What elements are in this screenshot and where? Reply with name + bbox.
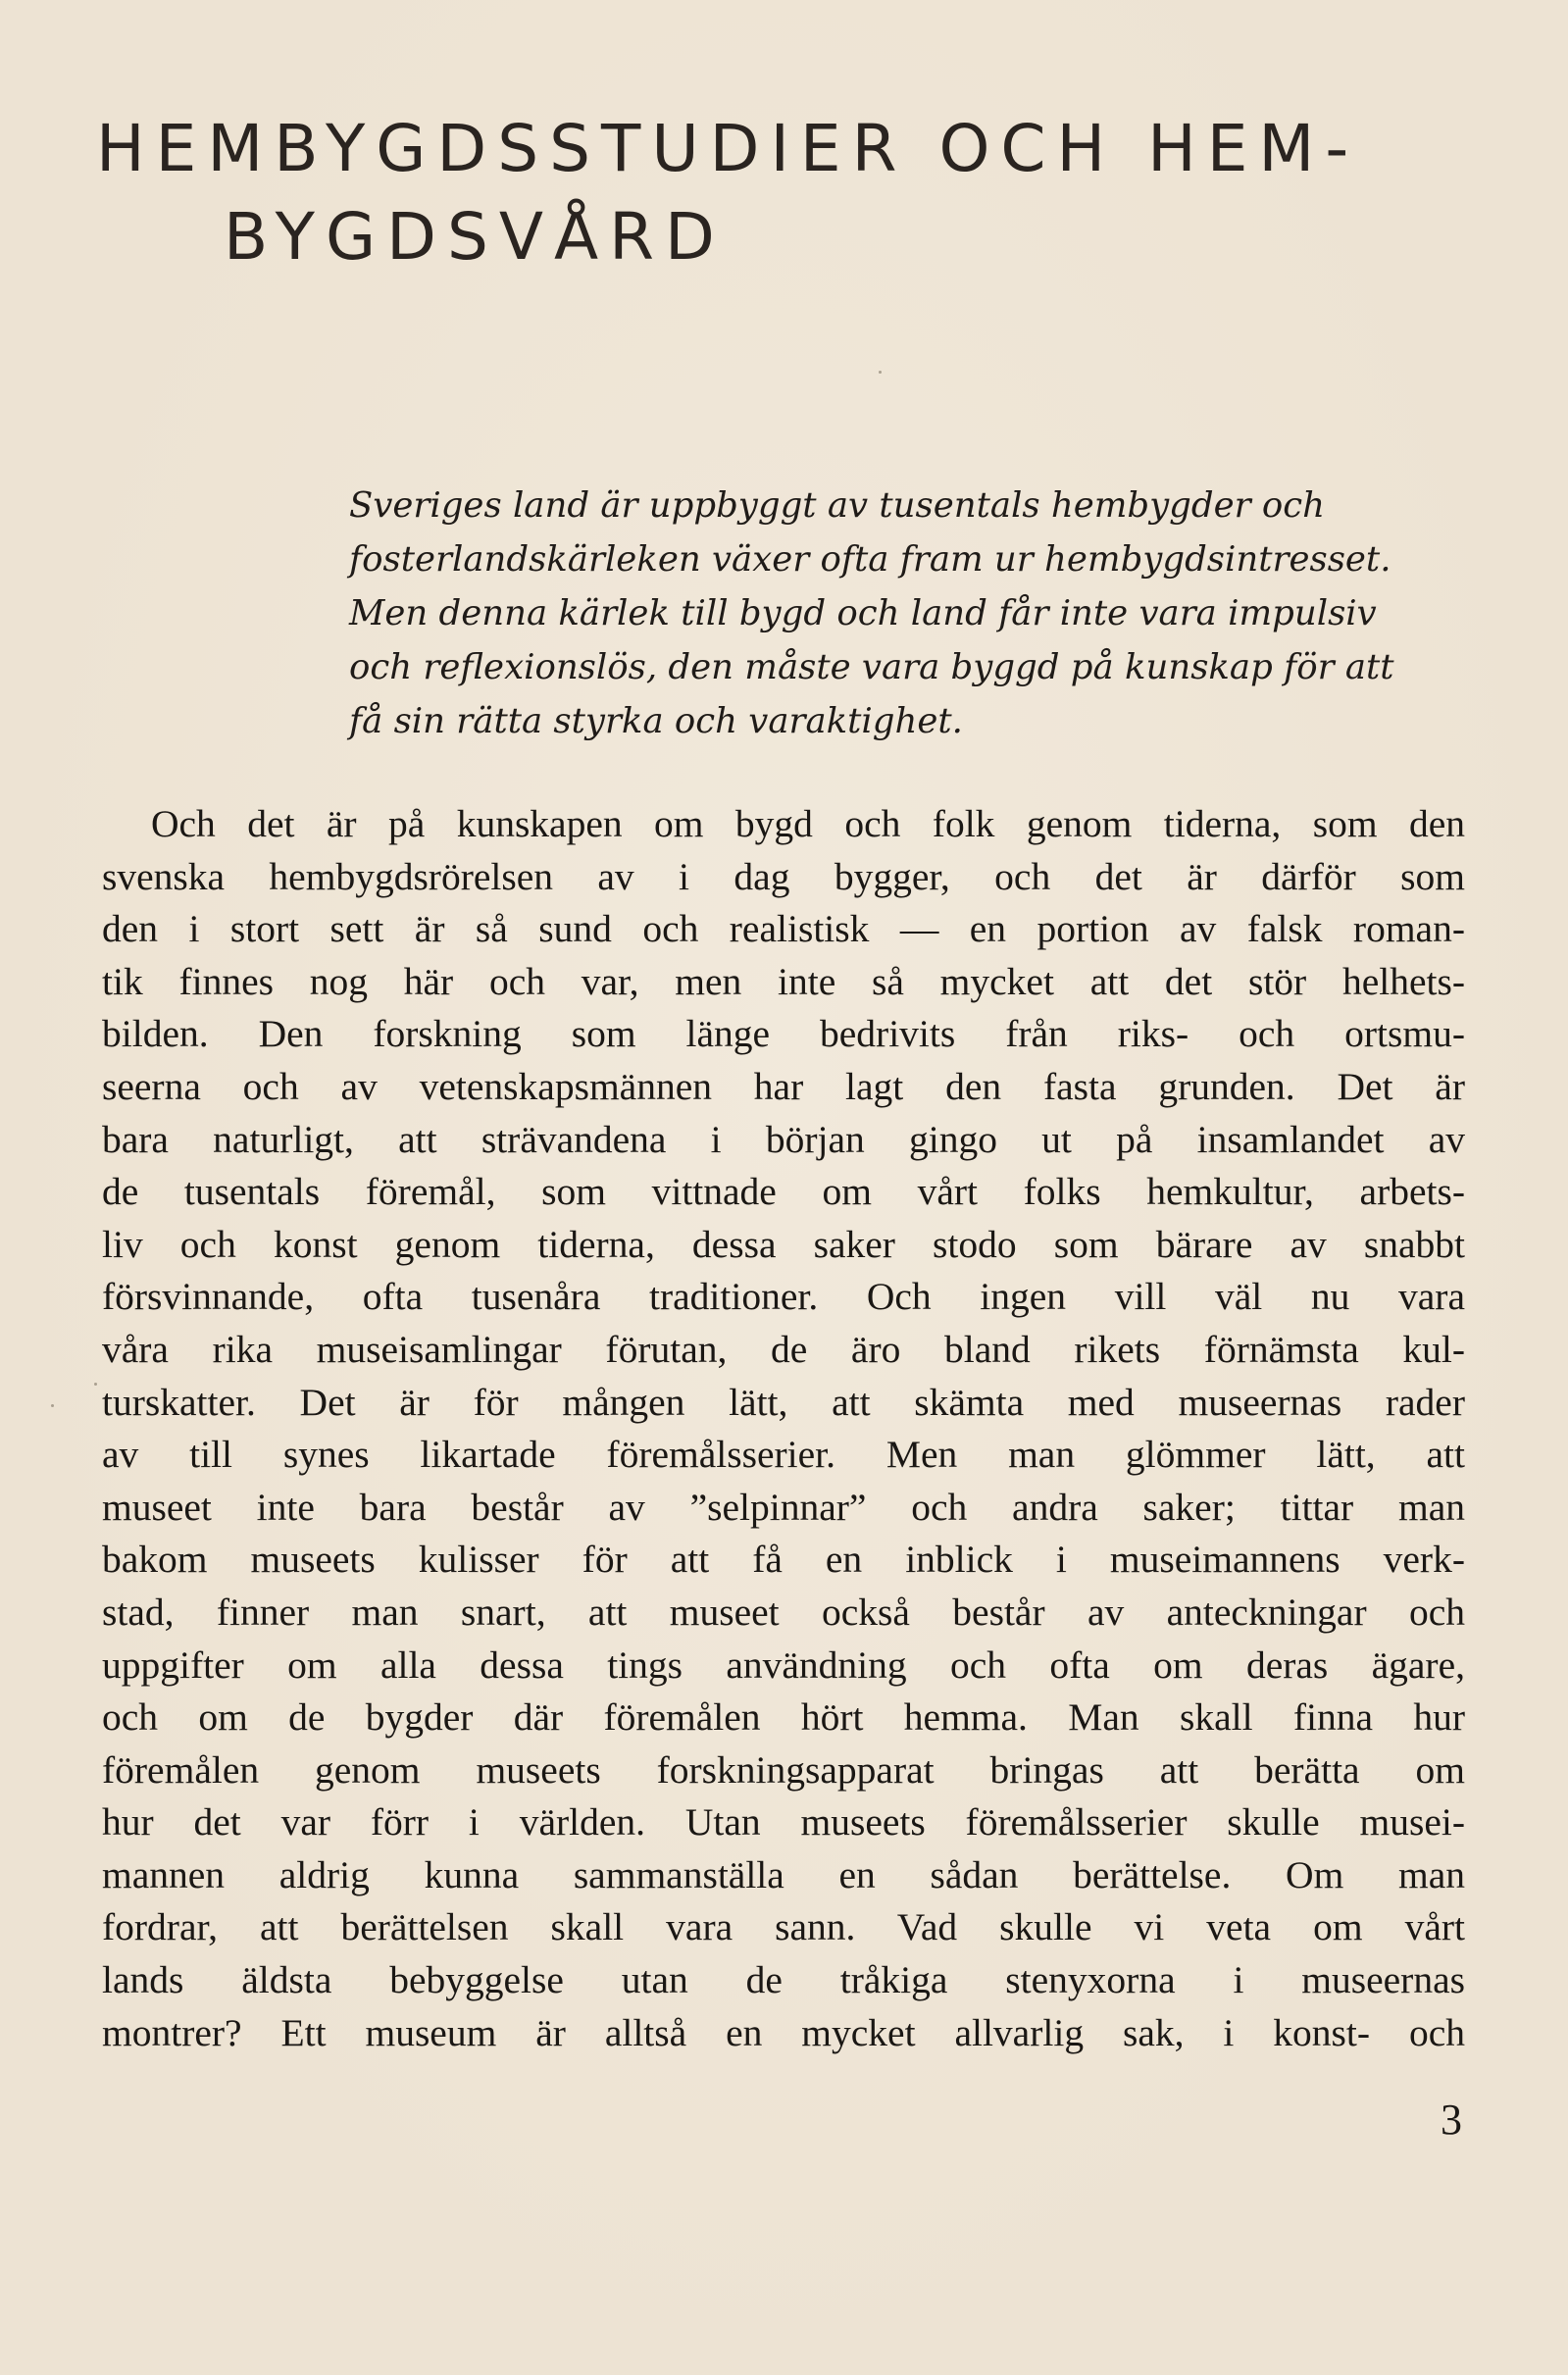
body-line: stad, finner man snart, att museet också består av anteckningar och	[102, 1590, 1465, 1634]
body-line: svenska hembygdsrörelsen av i dag bygger, och det är därför som	[102, 854, 1465, 898]
body-line: Och det är på kunskapen om bygd och folk genom tiderna, som den	[151, 802, 1465, 845]
intro-line: få sin rätta styrka och varaktighet.	[349, 701, 963, 741]
chapter-title-line-1: HEMBYGDSSTUDIER OCH HEM-	[96, 111, 1360, 186]
intro-line: fosterlandskärleken växer ofta fram ur hembygdsintresset.	[349, 539, 1391, 580]
page-number: 3	[1441, 2096, 1462, 2144]
body-line: försvinnande, ofta tusenåra traditioner. Och ingen vill väl nu vara	[102, 1275, 1465, 1319]
body-line: lands äldsta bebyggelse utan de tråkiga stenyxorna i museernas	[102, 1958, 1465, 2002]
intro-line: och reflexionslös, den måste vara byggd på kunskap för att	[349, 647, 1394, 687]
body-line: hur det var förr i världen. Utan museets föremålsserier skulle musei-	[102, 1800, 1465, 1844]
body-line: bara naturligt, att strävandena i början gingo ut på insamlandet av	[102, 1117, 1465, 1161]
intro-paragraph	[349, 479, 1457, 748]
body-line: tik finnes nog här och var, men inte så mycket att det stör helhets-	[102, 959, 1465, 1003]
paper-speck	[51, 1404, 54, 1407]
body-line: och om de bygder där föremålen hört hemma. Man skall finna hur	[102, 1695, 1465, 1740]
body-line: bilden. Den forskning som länge bedrivits från riks- och ortsmu-	[102, 1012, 1465, 1056]
body-line: föremålen genom museets forskningsapparat bringas att berätta om	[102, 1747, 1465, 1792]
body-line: bakom museets kulisser för att få en inblick i museimannens verk-	[102, 1538, 1465, 1582]
body-line: den i stort sett är så sund och realistisk — en portion av falsk roman-	[102, 907, 1465, 951]
body-line: turskatter. Det är för mången lätt, att skämta med museernas rader	[102, 1380, 1465, 1424]
body-line: museet inte bara består av ”selpinnar” och andra saker; tittar man	[102, 1485, 1465, 1529]
body-line: liv och konst genom tiderna, dessa saker stodo som bärare av snabbt	[102, 1222, 1465, 1266]
body-line: de tusentals föremål, som vittnade om vårt folks hemkultur, arbets-	[102, 1170, 1465, 1214]
body-line: seerna och av vetenskapsmännen har lagt den fasta grunden. Det är	[102, 1064, 1465, 1108]
chapter-title-line-2: BYGDSVÅRD	[224, 199, 726, 275]
intro-line: Sveriges land är uppbyggt av tusentals hembygder och	[349, 485, 1326, 526]
body-line: montrer? Ett museum är alltså en mycket allvarlig sak, i konst- och	[102, 2010, 1465, 2054]
body-line: våra rika museisamlingar förutan, de äro bland rikets förnämsta kul-	[102, 1327, 1465, 1371]
body-line: fordrar, att berättelsen skall vara sann. Vad skulle vi veta om vårt	[102, 1905, 1465, 1949]
body-line: mannen aldrig kunna sammanställa en sådan berättelse. Om man	[102, 1852, 1465, 1896]
paper-speck	[879, 371, 882, 374]
body-paragraph	[102, 798, 1465, 2059]
intro-line: Men denna kärlek till bygd och land får inte vara impulsiv	[349, 593, 1377, 633]
body-line: av till synes likartade föremålsserier. Men man glömmer lätt, att	[102, 1433, 1465, 1477]
body-line: uppgifter om alla dessa tings användning och ofta om deras ägare,	[102, 1642, 1465, 1687]
paper-speck	[94, 1383, 97, 1386]
